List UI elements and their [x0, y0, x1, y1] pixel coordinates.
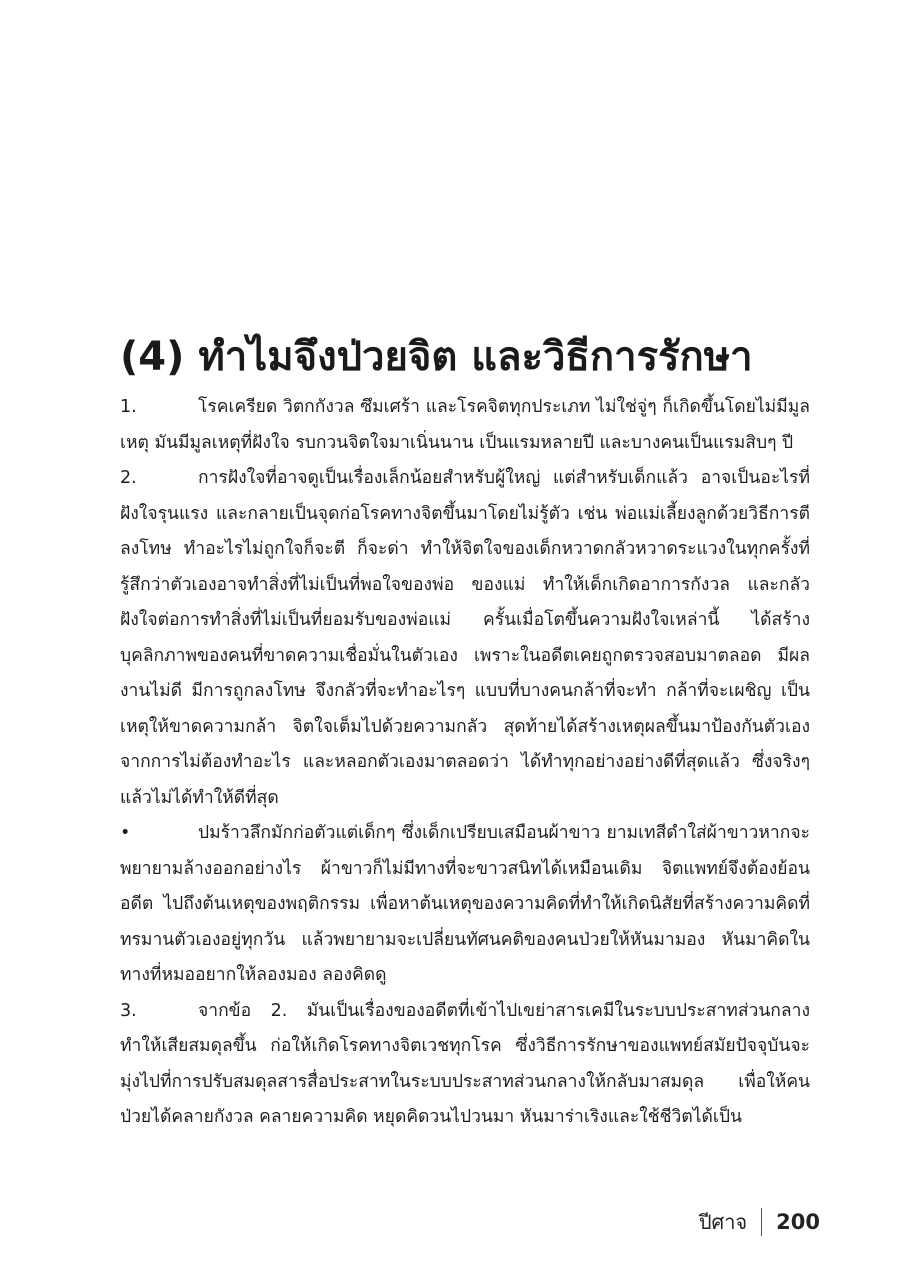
- footer-divider: [761, 1208, 762, 1236]
- chapter-heading: (4) ทำไมจึงป่วยจิต และวิธีการรักษา: [120, 333, 753, 380]
- list-number: 1.: [120, 397, 137, 417]
- list-number: 2.: [120, 468, 137, 488]
- page-footer: [699, 1204, 820, 1240]
- page-number: 200: [776, 1210, 820, 1234]
- paragraph-text: จากข้อ 2. มันเป็นเรื่องของอดีตที่เข้าไปเขย่าสารเคมีในระบบประสาทส่วนกลางทำให้เสียสมดุลขึ้น ก่อให้เกิดโรคทางจิตเวชทุกโรค ซึ่งวิธีการรักษาของแพทย์สมัยปัจจุบันจะมุ่งไปที่การปรับสมดุลสารสื่อประสาทในระบบประสาทส่วนกลางให้กลับมาสมดุล เพื่อให้คนป่วยได้คลายกังวล คลายความคิด หยุดคิดวนไปวนมา หันมาร่าเริงและใช้ชีวิตได้เป็น: [120, 1000, 810, 1127]
- footer-author: ปีศาจ: [698, 1210, 748, 1234]
- paragraph-bullet: [120, 816, 810, 994]
- paragraph-3: [120, 994, 810, 1136]
- bullet-marker: •: [120, 823, 131, 843]
- paragraph-2: [120, 461, 810, 816]
- paragraph-text: ปมร้าวลึกมักก่อตัวแต่เด็กๆ ซึ่งเด็กเปรียบเสมือนผ้าขาว ยามเทสีดำใส่ผ้าขาวหากจะพยายามล้างออกอย่างไร ผ้าขาวก็ไม่มีทางที่จะขาวสนิทได้เหมือนเดิม จิตแพทย์จึงต้องย้อนอดีต ไปถึงต้นเหตุของพฤติกรรม เพื่อหาต้นเหตุของความคิดที่ทำให้เกิดนิสัยที่สร้างความคิดที่ทรมานตัวเองอยู่ทุกวัน แล้วพยายามจะเปลี่ยนทัศนคติของคนป่วยให้หันมามอง หันมาคิดในทางที่หมออยากให้ลองมอง ลองคิดดู: [120, 823, 810, 985]
- paragraph-text: การฝังใจที่อาจดูเป็นเรื่องเล็กน้อยสำหรับผู้ใหญ่ แต่สำหรับเด็กแล้ว อาจเป็นอะไรที่ฝังใจรุนแรง และกลายเป็นจุดก่อโรคทางจิตขึ้นมาโดยไม่รู้ตัว เช่น พ่อแม่เลี้ยงลูกด้วยวิธีการตีลงโทษ ทำอะไรไม่ถูกใจก็จะตี ก็จะด่า ทำให้จิตใจของเด็กหวาดกลัวหวาดระแวงในทุกครั้งที่รู้สึกว่าตัวเองอาจทำสิ่งที่ไม่เป็นที่พอใจของพ่อ ของแม่ ทำให้เด็กเกิดอาการกังวล และกลัวฝังใจต่อการทำสิ่งที่ไม่เป็นที่ยอมรับของพ่อแม่ ครั้นเมื่อโตขึ้นความฝังใจเหล่านี้ ได้สร้างบุคลิกภาพของคนที่ขาดความเชื่อมั่นในตัวเอง เพราะในอดีตเคยถูกตรวจสอบมาตลอด มีผลงานไม่ดี มีการถูกลงโทษ จึงกลัวที่จะทำอะไรๆ แบบที่บางคนกล้าที่จะทำ กล้าที่จะเผชิญ เป็นเหตุให้ขาดความกล้า จิตใจเต็มไปด้วยความกลัว สุดท้ายได้สร้างเหตุผลขึ้นมาป้องกันตัวเองจากการไม่ต้องทำอะไร และหลอกตัวเองมาตลอดว่า ได้ทำทุกอย่างอย่างดีที่สุดแล้ว ซึ่งจริงๆ แล้วไม่ได้ทำให้ดีที่สุด: [120, 468, 810, 808]
- paragraph-text: โรคเครียด วิตกกังวล ซึมเศร้า และโรคจิตทุกประเภท ไม่ใช่จู่ๆ ก็เกิดขึ้นโดยไม่มีมูลเหตุ มันมีมูลเหตุที่ฝังใจ รบกวนจิตใจมาเนิ่นนาน เป็นแรมหลายปี และบางคนเป็นแรมสิบๆ ปี: [120, 397, 810, 453]
- body-text: [120, 390, 810, 1136]
- paragraph-1: [120, 390, 810, 461]
- list-number: 3.: [120, 1000, 137, 1021]
